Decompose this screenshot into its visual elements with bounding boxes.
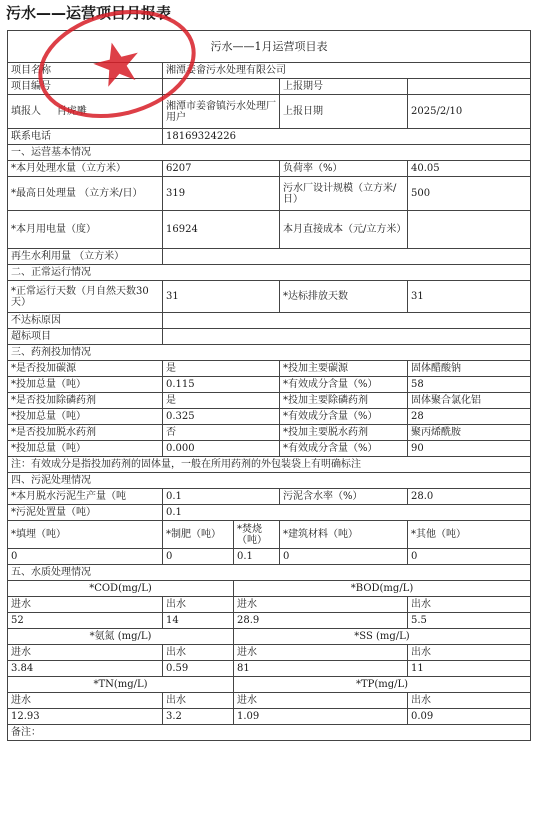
s3-label: *投加主要碳源 [280, 361, 408, 377]
sheet-title: 污水——1月运营项目表 [8, 31, 531, 63]
sludge-value: 0 [408, 549, 531, 565]
date-value: 2025/2/10 [408, 95, 531, 129]
s2-label: 不达标原因 [8, 313, 163, 329]
tp-out: 0.09 [408, 709, 531, 725]
s3-value: 0.325 [163, 409, 280, 425]
cod-in: 52 [8, 613, 163, 629]
inflow-label: 进水 [234, 693, 408, 709]
s3-label: *是否投加脱水药剂 [8, 425, 163, 441]
inflow-label: 进水 [234, 597, 408, 613]
s2-label: *达标排放天数 [280, 281, 408, 313]
inflow-label: 进水 [8, 597, 163, 613]
s2-label: *正常运行天数（月自然天数30天） [8, 281, 163, 313]
s4-label: *污泥处置量（吨） [8, 505, 163, 521]
s3-value: 是 [163, 361, 280, 377]
bod-out: 5.5 [408, 613, 531, 629]
s4-value: 0.1 [163, 489, 280, 505]
s3-label: *是否投加除磷药剂 [8, 393, 163, 409]
s1-value: 500 [408, 177, 531, 211]
section-1-title: 一、运营基本情况 [8, 145, 531, 161]
s2-value [163, 313, 531, 329]
tn-header: *TN(mg/L) [8, 677, 234, 693]
s3-value: 90 [408, 441, 531, 457]
filler-org: 湘潭市姜畲镇污水处理厂用户 [163, 95, 280, 129]
sludge-head: *填埋（吨） [8, 521, 163, 549]
ss-out: 11 [408, 661, 531, 677]
s3-note: 注：有效成分是指投加药剂的固体量，一般在所用药剂的外包装袋上有明确标注 [8, 457, 531, 473]
s3-value: 28 [408, 409, 531, 425]
s1-value: 40.05 [408, 161, 531, 177]
s3-value: 聚丙烯酰胺 [408, 425, 531, 441]
sludge-value: 0 [280, 549, 408, 565]
s1-label: *本月用电量（度） [8, 211, 163, 249]
s1-label: *最高日处理量 （立方米/日） [8, 177, 163, 211]
s3-value: 否 [163, 425, 280, 441]
s3-label: *有效成分含量（%） [280, 441, 408, 457]
nh3-out: 0.59 [163, 661, 234, 677]
outflow-label: 出水 [163, 597, 234, 613]
nh3-header: *氨氮 (mg/L) [8, 629, 234, 645]
project-code-label: 项目编号 [8, 79, 163, 95]
sludge-head: *焚烧（吨） [234, 521, 280, 549]
s1-value [163, 249, 531, 265]
bod-in: 28.9 [234, 613, 408, 629]
s1-value [408, 211, 531, 249]
phone-label: 联系电话 [8, 129, 163, 145]
s4-value: 28.0 [408, 489, 531, 505]
s1-label: 负荷率（%） [280, 161, 408, 177]
s3-label: *有效成分含量（%） [280, 409, 408, 425]
filler-cell [8, 95, 163, 129]
s4-value: 0.1 [163, 505, 531, 521]
s3-label: *投加总量（吨） [8, 409, 163, 425]
tn-out: 3.2 [163, 709, 234, 725]
date-label: 上报日期 [280, 95, 408, 129]
period-label: 上报期号 [280, 79, 408, 95]
ss-header: *SS (mg/L) [234, 629, 531, 645]
document-title: 污水——运营项目月报表 [6, 4, 172, 22]
project-name-label: 项目名称 [8, 63, 163, 79]
outflow-label: 出水 [163, 693, 234, 709]
inflow-label: 进水 [8, 645, 163, 661]
sludge-value: 0 [163, 549, 234, 565]
s2-value: 31 [408, 281, 531, 313]
s4-label: 污泥含水率（%） [280, 489, 408, 505]
project-name-value: 湘潭姜畲污水处理有限公司 [163, 63, 531, 79]
outflow-label: 出水 [408, 693, 531, 709]
s1-value: 319 [163, 177, 280, 211]
s3-label: *有效成分含量（%） [280, 377, 408, 393]
s3-label: *投加主要脱水药剂 [280, 425, 408, 441]
s1-value: 6207 [163, 161, 280, 177]
tn-in: 12.93 [8, 709, 163, 725]
filler-label: 填报人 [11, 106, 41, 117]
ss-in: 81 [234, 661, 408, 677]
s3-label: *投加总量（吨） [8, 377, 163, 393]
s3-value: 0.115 [163, 377, 280, 393]
s3-value: 固体聚合氯化铝 [408, 393, 531, 409]
period-value [408, 79, 531, 95]
outflow-label: 出水 [163, 645, 234, 661]
section-2-title: 二、正常运行情况 [8, 265, 531, 281]
filler-name: 肖虎雕 [56, 106, 87, 117]
section-5-title: 五、水质处理情况 [8, 565, 531, 581]
s2-value [163, 329, 531, 345]
tp-header: *TP(mg/L) [234, 677, 531, 693]
phone-value: 18169324226 [163, 129, 531, 145]
s4-label: *本月脱水污泥生产量（吨 [8, 489, 163, 505]
remarks: 备注： [8, 725, 531, 741]
bod-header: *BOD(mg/L) [234, 581, 531, 597]
s3-value: 58 [408, 377, 531, 393]
s3-value: 固体醋酸钠 [408, 361, 531, 377]
s3-label: *是否投加碳源 [8, 361, 163, 377]
section-3-title: 三、药剂投加情况 [8, 345, 531, 361]
nh3-in: 3.84 [8, 661, 163, 677]
outflow-label: 出水 [408, 597, 531, 613]
section-4-title: 四、污泥处理情况 [8, 473, 531, 489]
sludge-value: 0 [8, 549, 163, 565]
cod-header: *COD(mg/L) [8, 581, 234, 597]
inflow-label: 进水 [234, 645, 408, 661]
sludge-value: 0.1 [234, 549, 280, 565]
cod-out: 14 [163, 613, 234, 629]
s1-value: 16924 [163, 211, 280, 249]
report-table [7, 30, 531, 741]
s1-label: 再生水利用量 （立方米） [8, 249, 163, 265]
s1-label: *本月处理水量（立方米） [8, 161, 163, 177]
tp-in: 1.09 [234, 709, 408, 725]
sludge-head: *制肥（吨） [163, 521, 234, 549]
s3-value: 0.000 [163, 441, 280, 457]
project-code-value [163, 79, 280, 95]
sludge-head: *其他（吨） [408, 521, 531, 549]
s2-value: 31 [163, 281, 280, 313]
outflow-label: 出水 [408, 645, 531, 661]
s3-label: *投加总量（吨） [8, 441, 163, 457]
sludge-head: *建筑材料（吨） [280, 521, 408, 549]
inflow-label: 进水 [8, 693, 163, 709]
s3-label: *投加主要除磷药剂 [280, 393, 408, 409]
s1-label: 污水厂设计规模（立方米/日） [280, 177, 408, 211]
s3-value: 是 [163, 393, 280, 409]
s1-label: 本月直接成本（元/立方米） [280, 211, 408, 249]
s2-label: 超标项目 [8, 329, 163, 345]
